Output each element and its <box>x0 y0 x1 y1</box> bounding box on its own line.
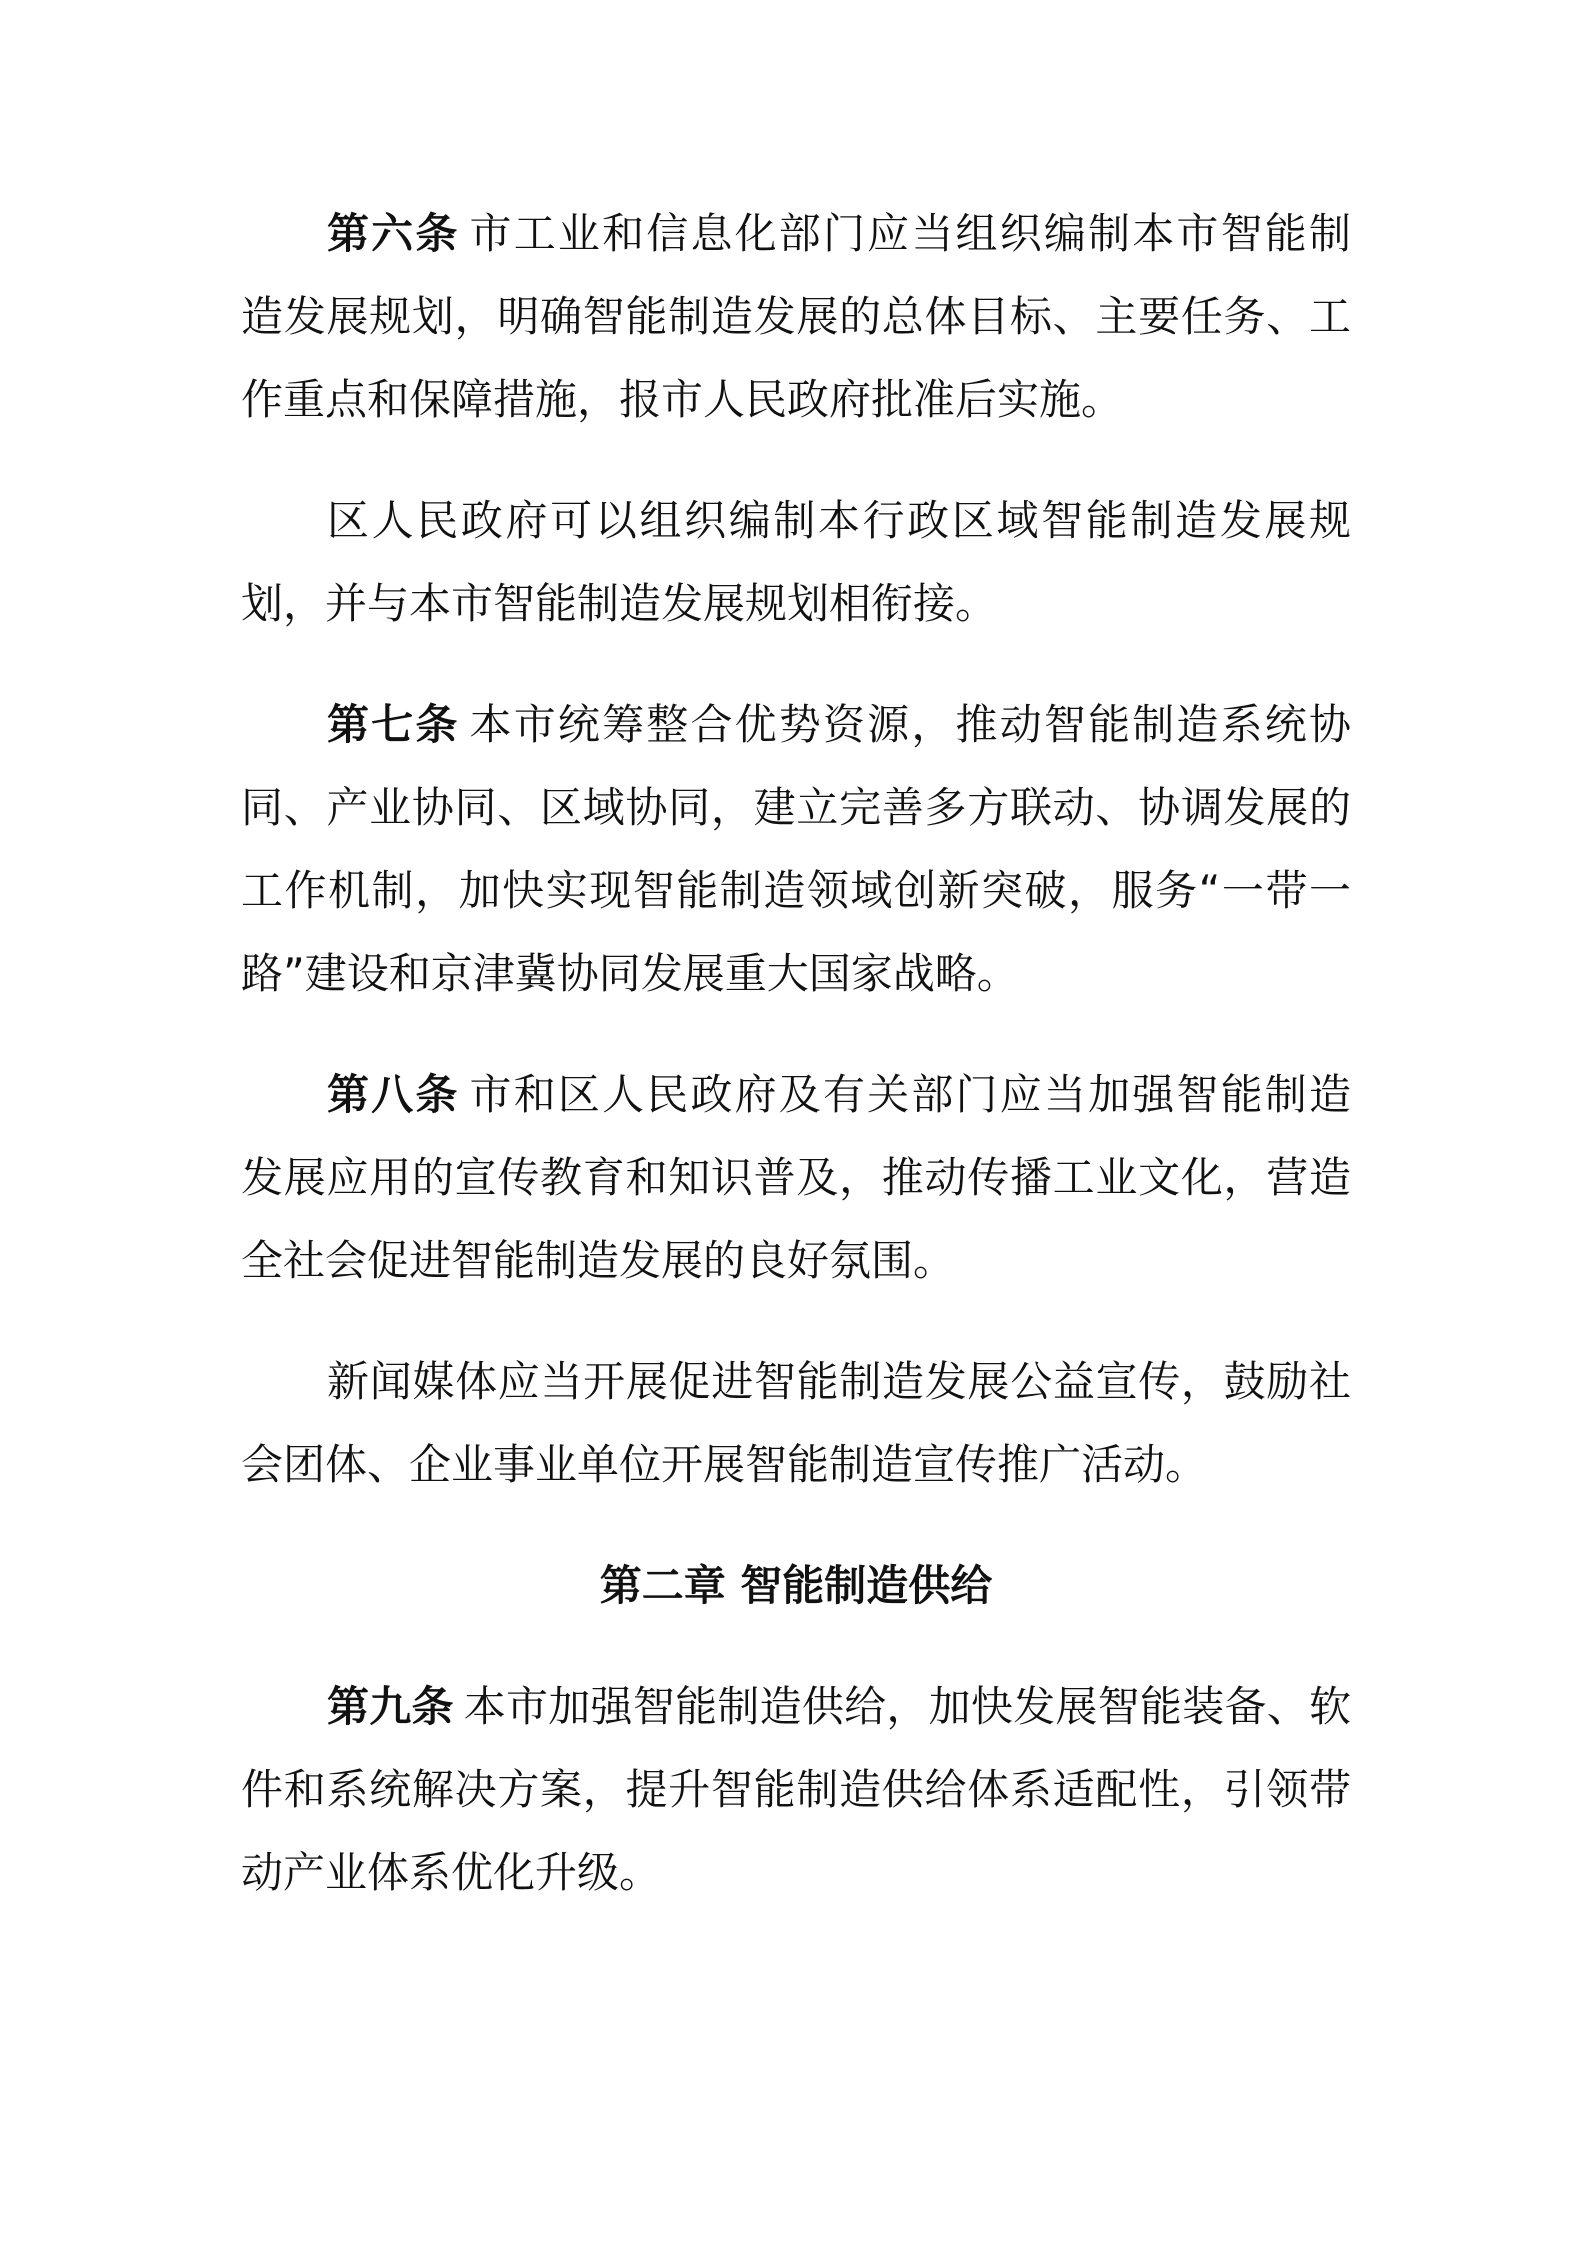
document-body <box>241 192 1351 1952</box>
article-6-paragraph-2: 区人民政府可以组织编制本行政区域智能制造发展规 划，并与本市智能制造发展规划相衔接。 <box>241 496 1351 628</box>
article-label: 第八条 <box>327 1070 460 1119</box>
article-label: 第七条 <box>327 700 460 749</box>
article-label: 第九条 <box>327 1682 454 1731</box>
article-8-paragraph-2: 新闻媒体应当开展促进智能制造发展公益宣传，鼓励社 会团体、企业事业单位开展智能制造宣传推广活动。 <box>241 1357 1351 1489</box>
article-7: 第七条 本市统筹整合优势资源，推动智能制造系统协 同、产业协同、区域协同，建立完善多方联动、协调发展的 工作机制，加快实现智能制造领域创新突破，服务“一带一 路”建设和京津冀协同发展重大国家战略。 <box>241 700 1351 998</box>
article-6: 第六条 市工业和信息化部门应当组织编制本市智能制 造发展规划，明确智能制造发展的总体目标、主要任务、工 作重点和保障措施，报市人民政府批准后实施。 <box>241 209 1351 424</box>
chapter-heading: 第二章 智能制造供给 <box>599 1561 993 1610</box>
article-label: 第六条 <box>327 209 460 258</box>
article-9: 第九条 本市加强智能制造供给，加快发展智能装备、软 件和系统解决方案，提升智能制造供给体系适配性，引领带 动产业体系优化升级。 <box>241 1682 1351 1897</box>
article-8: 第八条 市和区人民政府及有关部门应当加强智能制造 发展应用的宣传教育和知识普及，推动传播工业文化，营造 全社会促进智能制造发展的良好氛围。 <box>241 1070 1351 1285</box>
